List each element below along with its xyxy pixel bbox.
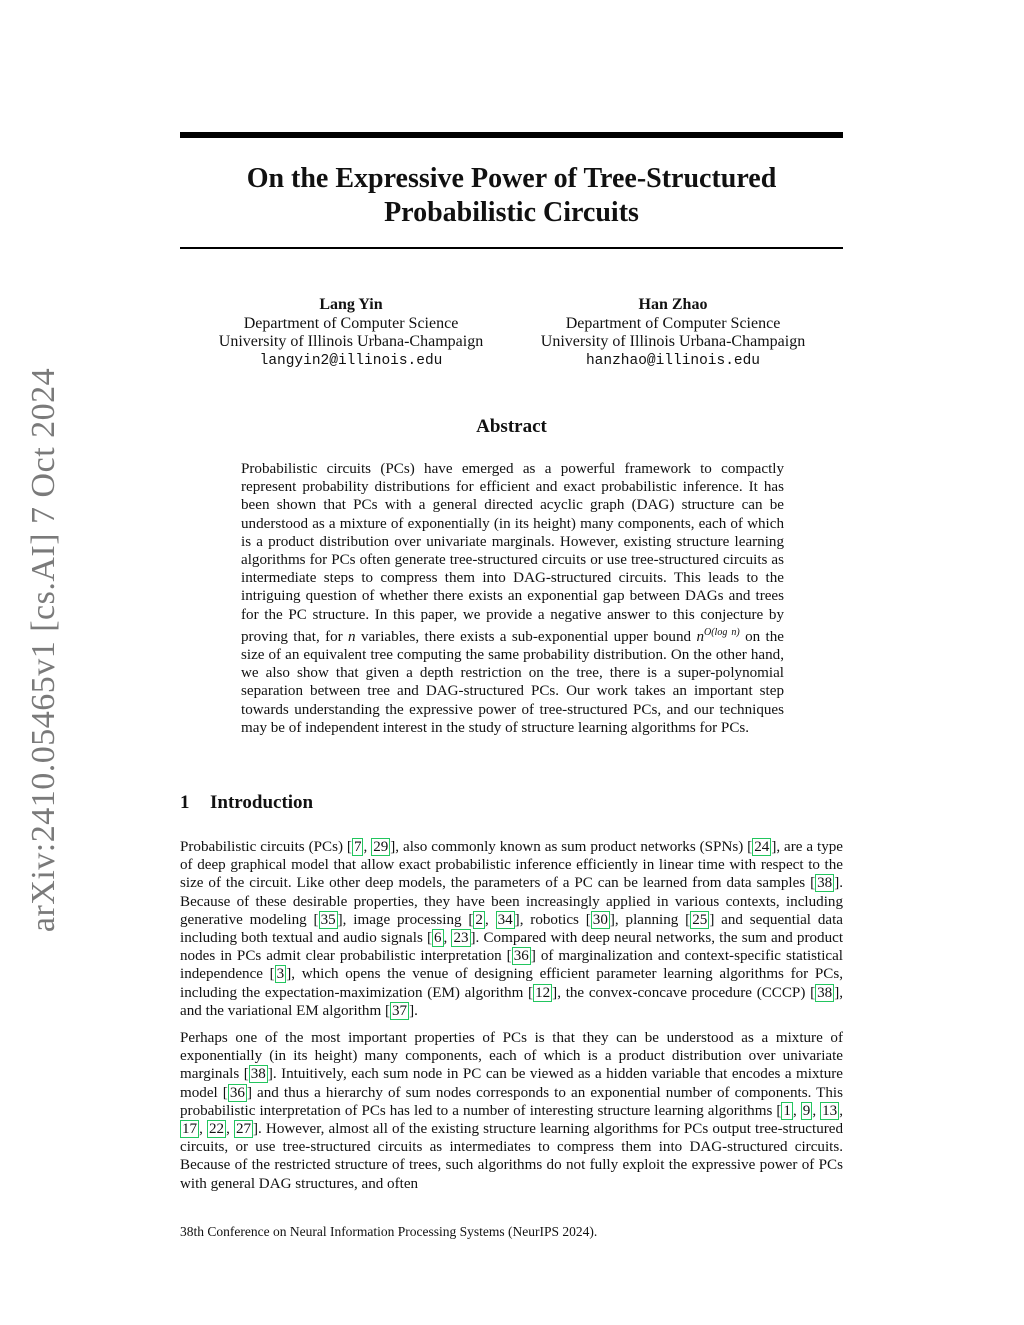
text-run: ,	[443, 930, 452, 947]
arxiv-id-text: arXiv:2410.05465v1 [cs.AI] 7 Oct 2024	[25, 367, 63, 933]
citation-link[interactable]: 1	[783, 1102, 791, 1119]
text-run: ,	[839, 1102, 843, 1119]
citation-link[interactable]: 9	[802, 1102, 811, 1119]
text-run: ], are a type of deep graphical model that allow exact probabilistic inference efficiently in linear time with respect to the size of the circuit. Like other deep models, the parameters of a PC can be learned from data samples [	[180, 839, 844, 892]
author-department: Department of Computer Science	[565, 314, 781, 332]
citation-link[interactable]: 3	[276, 966, 285, 983]
abstract-part-1: Probabilistic circuits (PCs) have emerged as a powerful framework to compactly represent probability distributions for efficient and exact probabilistic inference. It has been shown that PCs with a general directed acyclic graph (DAG) structure can be understood as a mixture of exponentially (in its height) many components, each of which is a product distribution over univariate marginals. However, existing structure learning algorithms for PCs often generate tree-structured circuits or use tree-structured circuits as intermediate steps to compress them into DAG-structured circuits. This leads to the intriguing question of whether there exists an exponential gap between DAGs and trees for the PC structure. In this paper, we provide a negative answer to this conjecture by proving that, for	[241, 461, 784, 645]
citation-link[interactable]: 30	[592, 911, 608, 928]
text-run: ]. Because of these desirable properties, they have been increasingly applied in various contexts, including generative modeling [	[180, 875, 843, 928]
text-run: ], also commonly known as sum product networks (SPNs) [	[390, 839, 753, 855]
citation-link[interactable]: 7	[353, 839, 362, 855]
section-heading-introduction	[180, 792, 313, 814]
author-name: Han Zhao	[638, 296, 708, 313]
abstract-text	[241, 460, 784, 737]
text-run: ,	[199, 1121, 207, 1138]
text-run: ]. Compared with deep neural networks, the sum and product nodes in PCs admit clear probabilistic interpretation [	[180, 930, 844, 965]
abstract-part-3: on the size of an equivalent tree computing the same probability distribution. On the other hand, we also show that given a depth restriction on the tree, there is a super-polynomial separation between tree and DAG-structured PCs. Our work takes an important step towards understanding the expressive power of tree-structured PCs, and our techniques may be of independent interest in the study of structure learning algorithms for PCs.	[241, 628, 784, 736]
citation-link[interactable]: 38	[250, 1066, 266, 1083]
citation-link[interactable]: 2	[475, 911, 483, 928]
text-run: ,	[226, 1121, 234, 1138]
citation-link[interactable]: 36	[229, 1084, 245, 1101]
section-number: 1	[180, 792, 190, 813]
citation-link[interactable]: 29	[373, 839, 389, 855]
author-block-1	[200, 296, 502, 370]
arxiv-watermark	[16, 367, 72, 933]
author-department: Department of Computer Science	[243, 314, 459, 332]
text-run: ]. However, almost all of the existing structure learning algorithms for PCs output tree-structured circuits, or use tree-structured circuits as intermediates to compress them into DAG-structured circuits. Because of the restricted structure of trees, such algorithms do not fully exploit the expressive power of PCs with general DAG structures, and often	[180, 1121, 844, 1192]
text-run: ,	[792, 1102, 801, 1119]
citation-link[interactable]: 38	[817, 875, 833, 892]
title-line-1: On the Expressive Power of Tree-Structured	[246, 163, 777, 194]
math-bound-base: n	[696, 628, 704, 645]
text-run: ], and the variational EM algorithm [	[180, 984, 843, 1019]
citation-link[interactable]: 6	[433, 930, 442, 947]
text-run: ], robotics [	[514, 911, 591, 928]
title-line-2: Probabilistic Circuits	[384, 197, 639, 228]
text-run: ,	[812, 1102, 821, 1119]
paper-title	[180, 162, 843, 230]
conference-footnote: 38th Conference on Neural Information Processing Systems (NeurIPS 2024).	[180, 1224, 598, 1239]
author-name: Lang Yin	[319, 296, 383, 313]
text-run: ] and sequential data including both textual and audio signals [	[180, 911, 843, 947]
author-university: University of Illinois Urbana-Champaign	[218, 333, 484, 350]
citation-link[interactable]: 12	[535, 984, 551, 1001]
math-bound-exponent: O(log n)	[703, 626, 740, 638]
citation-link[interactable]: 34	[497, 911, 513, 928]
citation-link[interactable]: 35	[320, 911, 336, 928]
title-top-rule	[180, 132, 843, 138]
text-run: ].	[409, 1002, 418, 1019]
citation-link[interactable]: 22	[208, 1121, 225, 1138]
citation-link[interactable]: 38	[817, 984, 833, 1001]
text-run: ,	[484, 911, 496, 928]
text-run: ], the convex-concave procedure (CCCP) [	[552, 984, 816, 1001]
text-run: ] and thus a hierarchy of sum nodes corresponds to an exponential number of components. This probabilistic interpretation of PCs has led to a number of interesting structure learning algorithms [	[180, 1084, 843, 1119]
text-run: ,	[363, 839, 372, 855]
citation-link[interactable]: 13	[822, 1102, 838, 1119]
math-n: n	[348, 628, 356, 645]
text-run: ]. Intuitively, each sum node in PC can be viewed as a hidden variable that encodes a mixture model [	[180, 1066, 843, 1101]
citation-link[interactable]: 23	[453, 930, 469, 947]
author-email[interactable]: hanzhao@illinois.edu	[585, 352, 761, 369]
text-run: ], image processing [	[337, 911, 474, 928]
abstract-part-2: variables, there exists a sub-exponential upper bound	[360, 628, 692, 645]
text-run: ] of marginalization and context-specific statistical independence [	[180, 948, 843, 983]
citation-link[interactable]: 27	[235, 1121, 252, 1138]
citation-link[interactable]: 17	[182, 1121, 198, 1138]
title-bottom-rule	[180, 247, 843, 249]
citation-link[interactable]: 36	[513, 948, 529, 965]
abstract-heading: Abstract	[476, 416, 547, 437]
author-block-2	[522, 296, 824, 370]
author-university: University of Illinois Urbana-Champaign	[540, 333, 806, 350]
section-title: Introduction	[210, 792, 314, 813]
text-run: Perhaps one of the most important properties of PCs is that they can be understood as a mixture of exponentially (in its height) many components, each of which is a product distribution over univariate marginals [	[180, 1030, 843, 1083]
text-run: Probabilistic circuits (PCs) [	[180, 839, 352, 855]
citation-link[interactable]: 25	[692, 911, 708, 928]
text-run: ], planning [	[609, 911, 691, 928]
citation-link[interactable]: 24	[754, 839, 770, 855]
intro-paragraph-1	[180, 838, 843, 1020]
math-bound	[696, 626, 740, 645]
citation-link[interactable]: 37	[392, 1002, 408, 1019]
author-email[interactable]: langyin2@illinois.edu	[259, 352, 443, 369]
intro-paragraph-2	[180, 1029, 843, 1193]
text-run: ], which opens the venue of designing efficient parameter learning algorithms for PCs, including the expectation-maximization (EM) algorithm [	[180, 966, 843, 1001]
